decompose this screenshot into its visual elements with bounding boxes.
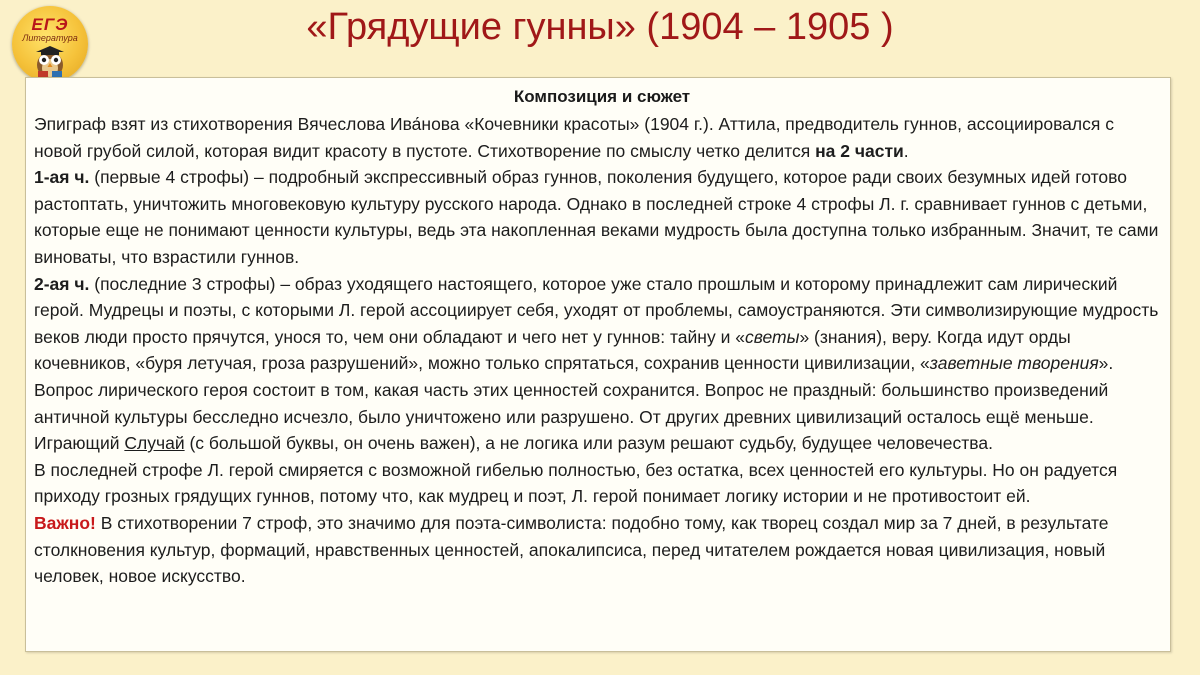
bold-two-parts: на 2 части xyxy=(815,140,904,161)
underlined-sluchay: Случай xyxy=(124,433,185,454)
paragraph-chance: Играющий Случай (с большой буквы, он очень важен), а не логика или разум решают судьбу, будущее человечества. xyxy=(34,433,993,454)
page-title: «Грядущие гунны» (1904 – 1905 ) xyxy=(306,6,894,48)
italic-zavetnye-tvoreniya: заветные творения xyxy=(929,353,1099,374)
paragraph-epigraph: Эпиграф взят из стихотворения Вячеслова Ива́нова «Кочевники красоты» (1904 г.). Аттила, предводитель гуннов, ассоциировался с новой грубой силой, которая видит красоту в пустоте. Стихотворение по смыслу четко делится на 2 части. xyxy=(34,114,1114,161)
italic-svety: светы xyxy=(744,326,800,347)
section-title: Композиция и сюжет xyxy=(513,87,691,106)
part-1-label: 1-ая ч. xyxy=(34,167,90,188)
part-2-label: 2-ая ч. xyxy=(34,273,90,294)
paragraph-last-stanza: В последней строфе Л. герой смиряется с возможной гибелью полностью, без остатка, всех ценностей его культуры. Но он радуется приходу грозных грядущих гуннов, потому что, как мудрец и поэт, Л. герой понимает логику истории и не противостоит ей. xyxy=(34,459,1118,507)
logo-subtitle: Литература xyxy=(22,33,78,43)
content-panel xyxy=(25,77,1171,652)
paragraph-part-1: 1-ая ч. (первые 4 строфы) – подробный экспрессивный образ гуннов, поколения будущего, которое ради своих безумных идей готово растоптать, уничтожить многовековую культуру русского народа. Однако в последней строке 4 строфы Л. г. сравнивает гуннов с детьми, которые еще не понимают ценности культуры, ведь эта накопленная веками мудрость была доступна только избранным. Значит, те сами виноваты, что взрастили гуннов. xyxy=(34,167,1159,267)
important-label: Важно! xyxy=(34,512,96,533)
body-text xyxy=(34,111,1170,590)
paragraph-important: Важно! В стихотворении 7 строф, это значимо для поэта-символиста: подобно тому, как творец создал мир за 7 дней, в результате столкновения культур, формаций, нравственных ценностей, апокалипсиса, перед читателем рождается новая цивилизация, новый человек, новое искусство. xyxy=(34,512,1109,587)
paragraph-part-2: 2-ая ч. (последние 3 строфы) – образ уходящего настоящего, которое уже стало прошлым и которому принадлежит сам лирический герой. Мудрецы и поэты, с которыми Л. герой ассоциирует себя, уходят от проблемы, самоустраняются. Эти символизирующие мудрость веков люди просто прячутся, унося то, чем они обладают и чего нет у гуннов: тайну и «светы» (знания), веру. Когда идут орды кочевников, «буря летучая, гроза разрушений», можно только спрятаться, сохранив ценности цивилизации, «заветные творения». Вопрос лирического героя состоит в том, какая часть этих ценностей сохранится. Вопрос не праздный: большинство произведений античной культуры бесследно исчезло, было уничтожено или разрушено. От других древних цивилизаций осталось ещё меньше. xyxy=(34,273,1159,427)
logo-title: ЕГЭ xyxy=(31,15,69,34)
